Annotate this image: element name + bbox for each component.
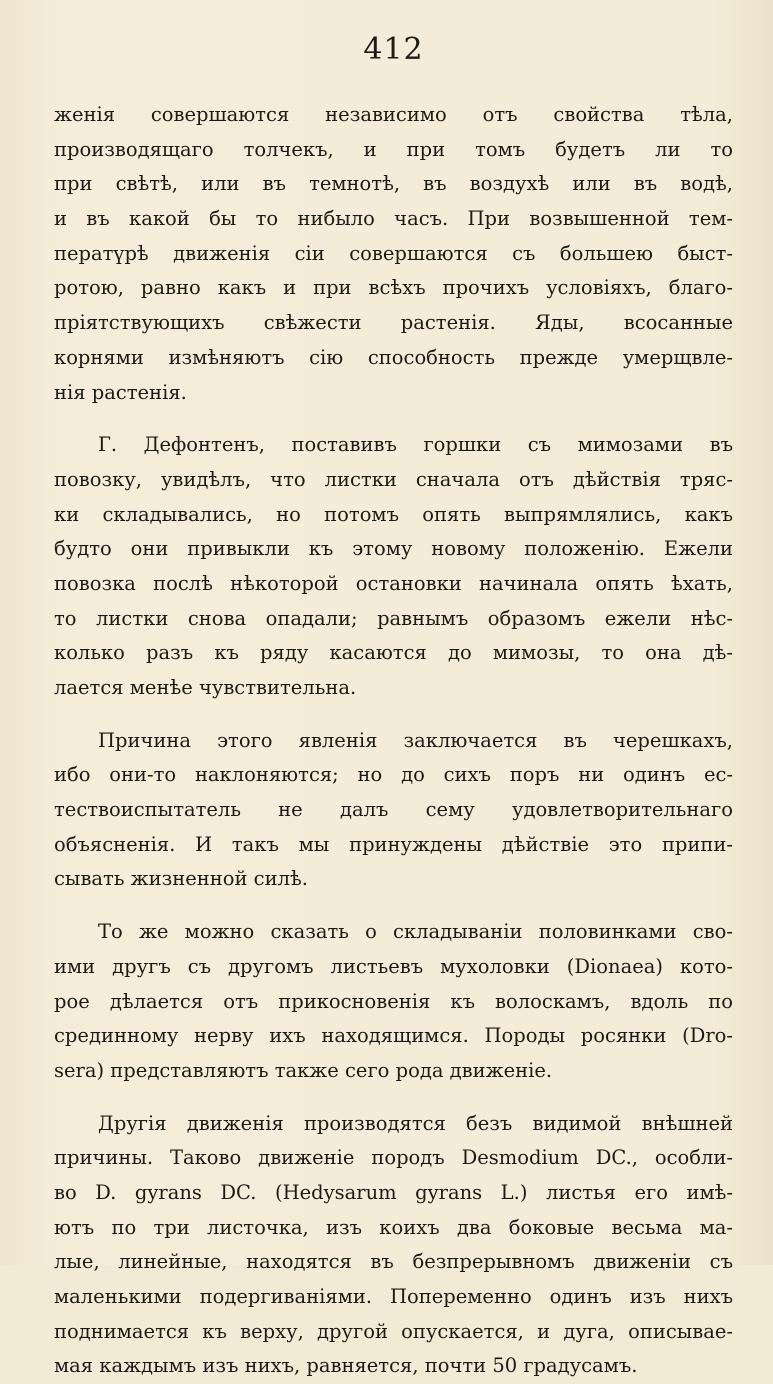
- page-number: 412: [363, 32, 424, 67]
- text-line: Другія движенія производятся безъ видимой внѣшней: [98, 1111, 733, 1135]
- paragraph: [54, 724, 733, 897]
- text-line: во D. gyrans DC. (Hedysarum gyrans L.) листья его имѣ-: [54, 1180, 733, 1204]
- text-line: лается менѣе чувствительна.: [54, 676, 357, 699]
- paragraph: [54, 428, 733, 706]
- text-line: при свѣтѣ, или въ темнотѣ, въ воздухѣ или въ водѣ,: [54, 172, 733, 196]
- text-body: [54, 98, 733, 1384]
- text-line: маленькими подергиваніями. Попеременно одинъ изъ нихъ: [54, 1285, 733, 1308]
- text-line: ки складывались, но потомъ опять выпрямлялись, какъ: [54, 502, 733, 526]
- text-line: женія совершаются независимо отъ свойства тѣла,: [54, 103, 733, 126]
- text-line: ибо они-то наклоняются; но до сихъ поръ ни одинъ ес-: [54, 763, 733, 787]
- text-line: производящаго толчекъ, и при томъ будетъ ли то: [54, 137, 733, 161]
- text-line: ротою, равно какъ и при всѣхъ прочихъ условіяхъ, благо-: [54, 276, 733, 300]
- paragraph: [54, 1107, 733, 1384]
- text-line: будто они привыкли къ этому новому положенію. Ежели: [54, 537, 733, 561]
- text-line: Г. Дефонтенъ, поставивъ горшки съ мимозами въ: [98, 433, 733, 457]
- text-line: То же можно сказать о складываніи половинками сво-: [98, 920, 733, 944]
- text-line: корнями измѣняютъ сію способность прежде умерщвле-: [54, 345, 733, 369]
- text-line: пріятствующихъ свѣжести растенія. Яды, всосанные: [54, 311, 733, 335]
- text-line: колько разъ къ ряду касаются до мимозы, то она дѣ-: [54, 641, 733, 665]
- text-line: срединному нерву ихъ находящимся. Породы росянки (Dro-: [54, 1024, 733, 1048]
- text-line: повозку, увидѣлъ, что листки сначала отъ дѣйствія тряс-: [54, 467, 733, 491]
- text-line: объясненія. И такъ мы принуждены дѣйствіе это припи-: [54, 832, 733, 856]
- paragraph: [54, 915, 733, 1088]
- paragraph: [54, 98, 733, 410]
- text-line: сывать жизненной силѣ.: [54, 867, 308, 891]
- text-line: причины. Таково движеніе породъ Desmodium DC., особли-: [54, 1146, 733, 1170]
- text-line: рое дѣлается отъ прикосновенія къ волоскамъ, вдоль по: [54, 989, 733, 1013]
- text-line: нія растенія.: [54, 380, 187, 404]
- text-line: мая каждымъ изъ нихъ, равняется, почти 50 градусамъ.: [54, 1354, 638, 1378]
- text-line: то листки снова опадали; равнымъ образомъ ежели нѣс-: [54, 606, 733, 630]
- text-line: sera) представляютъ также сего рода движеніе.: [54, 1058, 553, 1082]
- text-line: Причина этого явленія заключается въ черешкахъ,: [98, 728, 733, 752]
- text-line: ператүрѣ движенія сіи совершаются съ большею быст-: [54, 241, 733, 265]
- text-line: ютъ по три листочка, изъ коихъ два боковые весьма ма-: [54, 1215, 733, 1239]
- text-line: поднимается къ верху, другой опускается, и дуга, описывае-: [54, 1319, 733, 1343]
- text-line: лые, линейные, находятся въ безпрерывномъ движеніи съ: [54, 1250, 733, 1274]
- text-line: тествоиспытатель не далъ сему удовлетворительнаго: [54, 798, 733, 822]
- text-line: и въ какой бы то нибыло часъ. При возвышенной тем-: [54, 207, 733, 231]
- text-line: ими другъ съ другомъ листьевъ мухоловки (Dionaea) кото-: [54, 954, 733, 978]
- text-line: повозка послѣ нѣкоторой остановки начинала опять ѣхать,: [54, 571, 733, 595]
